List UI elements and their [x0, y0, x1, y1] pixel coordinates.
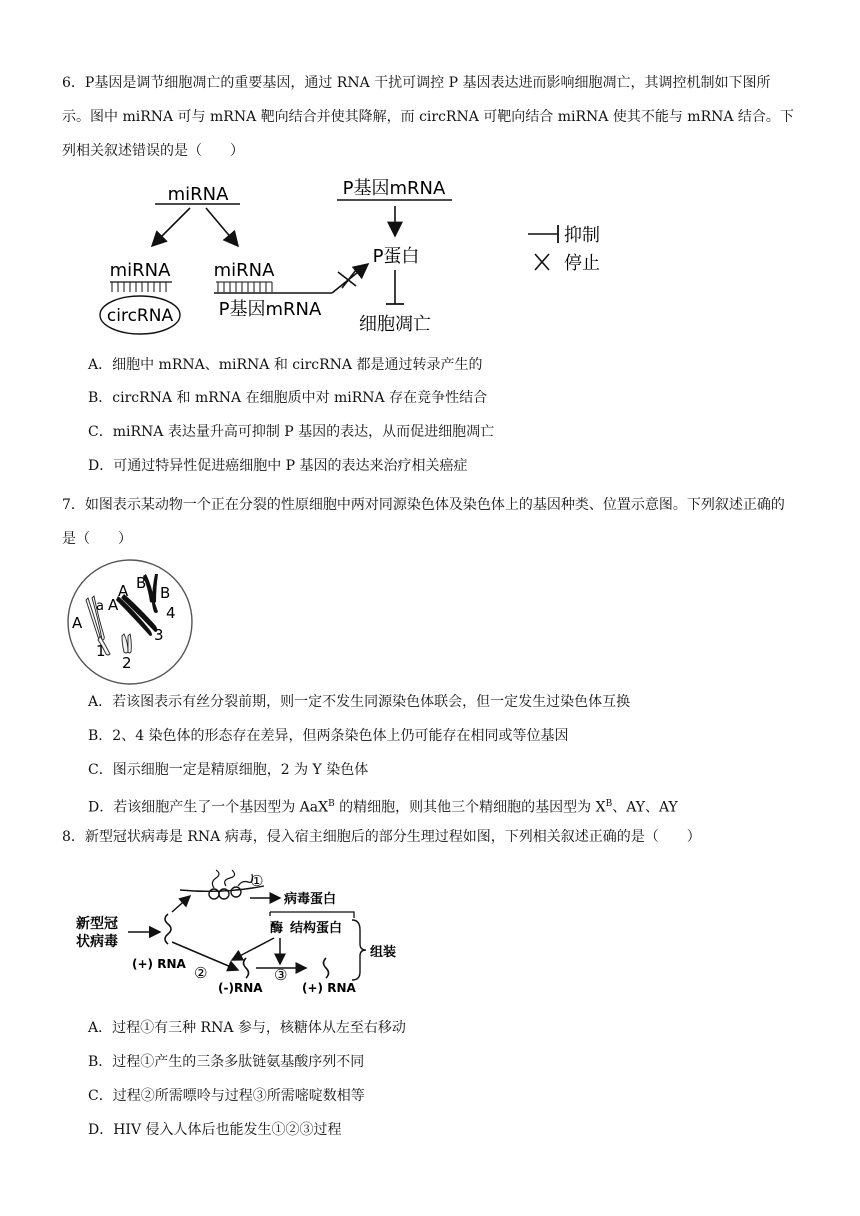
q7-label-2: 2: [122, 654, 132, 672]
q6-mirna-right: miRNA: [213, 260, 275, 281]
q6-legend-inhibit: 抑制: [564, 225, 600, 246]
q8-enzyme: 酶: [270, 921, 284, 936]
q8-option-c: C．过程②所需嘌呤与过程③所需嘧啶数相等: [88, 1088, 365, 1104]
q8-option-a: A．过程①有三种 RNA 参与，核糖体从左至右移动: [88, 1020, 406, 1036]
q6-option-c: C．miRNA 表达量升高可抑制 P 基因的表达，从而促进细胞凋亡: [88, 424, 495, 440]
q6-circrna-label: circRNA: [106, 306, 174, 326]
q8-plus-rna-2: (+) RNA: [302, 981, 356, 995]
q6-mirna-top: miRNA: [167, 184, 229, 205]
q7-option-d-post: 、AY、AY: [612, 799, 678, 816]
q6-p-mrna-top: P基因mRNA: [342, 178, 446, 199]
q7-option-c: C．图示细胞一定是精原细胞，2 为 Y 染色体: [88, 762, 369, 778]
q8-structural-protein: 结构蛋白: [290, 921, 343, 936]
q7-gene-a2: A: [108, 596, 119, 614]
q6-figure: [90, 170, 650, 340]
q7-option-b: B．2、4 染色体的形态存在差异，但两条染色体上仍可能存在相同或等位基因: [88, 728, 569, 744]
q7-stem: 7．如图表示某动物一个正在分裂的性原细胞中两对同源染色体及染色体上的基因种类、位置示意图。下列叙述正确的是（ ）: [62, 497, 785, 547]
q8-assembly-brace: [352, 920, 366, 980]
q6-p-mrna-bottom: P基因mRNA: [218, 299, 322, 320]
q8-option-d: D．HIV 侵入人体后也能发生①②③过程: [88, 1122, 342, 1138]
q8-circle-3: ③: [274, 966, 288, 984]
q8-virus-line1: 新型冠: [76, 916, 118, 932]
q6-option-a: A．细胞中 mRNA、miRNA 和 circRNA 都是通过转录产生的: [88, 357, 483, 373]
q7-figure: [64, 556, 196, 688]
q8-minus-rna: (-)RNA: [218, 981, 263, 995]
q7-option-d-sup2: B: [605, 799, 613, 809]
q7-label-4: 4: [166, 604, 176, 622]
q8-circle-2: ②: [194, 964, 208, 982]
q8-viral-protein: 病毒蛋白: [284, 892, 337, 907]
q6-apoptosis: 细胞凋亡: [359, 314, 431, 335]
q6-mirna-left: miRNA: [109, 260, 171, 281]
q7-label-3: 3: [154, 626, 164, 644]
q7-gene-a-small: a: [96, 599, 104, 614]
q7-option-d-sup1: B: [328, 799, 335, 809]
q7-label-1: 1: [96, 642, 106, 660]
q7-option-d-mid: 的精细胞，则其他三个精细胞的基因型为 X: [334, 799, 606, 816]
q7-option-a: A．若该图表示有丝分裂前期，则一定不发生同源染色体联会，但一定发生过染色体互换: [88, 694, 631, 710]
q8-figure: [74, 868, 404, 1000]
q7-gene-a1: A: [72, 614, 83, 632]
q8-virus-line2: 状病毒: [76, 934, 118, 950]
q8-plus-rna-1: (+) RNA: [132, 957, 186, 971]
q8-assemble: 组装: [370, 945, 397, 960]
q6-stem: 6．P基因是调节细胞凋亡的重要基因，通过 RNA 干扰可调控 P 基因表达进而影响细胞凋亡，其调控机制如下图所示。图中 miRNA 可与 mRNA 靶向结合并使其降解，而 circRNA 可靶向结合 miRNA 使其不能与 mRNA 结合。下列相关叙述错误的是（ ）: [62, 75, 794, 159]
q6-option-d: D．可通过特异性促进癌细胞中 P 基因的表达来治疗相关癌症: [88, 458, 468, 474]
q8-plus-rna-2-strand: [324, 958, 329, 978]
q8-plus-rna-1-strand: [165, 914, 171, 944]
q6-legend-stop: 停止: [564, 253, 600, 274]
q7-option-d: [88, 794, 808, 818]
q8-minus-rna-strand: [244, 958, 249, 978]
q6-option-b: B．circRNA 和 mRNA 在细胞质中对 miRNA 存在竞争性结合: [88, 390, 488, 406]
q8-circle-1: ①: [250, 872, 264, 890]
q7-gene-b1: B: [136, 574, 147, 592]
q7-gene-a3: A: [118, 582, 129, 600]
q7-chromosome-2: [122, 634, 131, 653]
q6-p-protein: P蛋白: [372, 246, 420, 267]
q7-gene-b2: B: [160, 584, 171, 602]
q7-option-d-pre: D．若该细胞产生了一个基因型为 AaX: [88, 799, 329, 816]
q8-stem: 8．新型冠状病毒是 RNA 病毒，侵入宿主细胞后的部分生理过程如图，下列相关叙述正确的是（ ）: [62, 829, 701, 845]
q8-option-b: B．过程①产生的三条多肽链氨基酸序列不同: [88, 1054, 365, 1070]
